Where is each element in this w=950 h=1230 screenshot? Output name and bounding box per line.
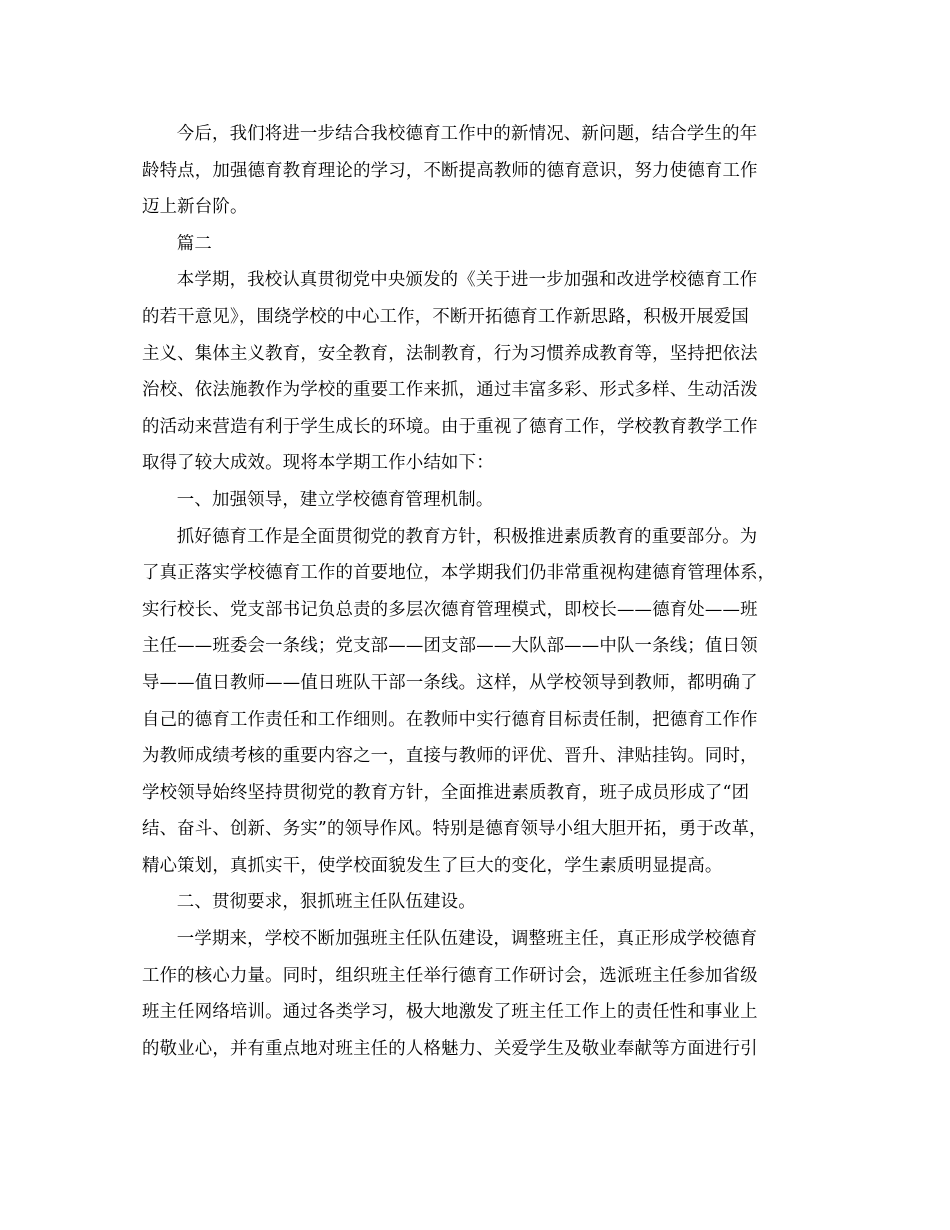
text-line: 了真正落实学校德育工作的首要地位，本学期我们仍非常重视构建德育管理体系， <box>142 563 776 584</box>
text-line: 主任——班委会一条线；党支部——团支部——大队部——中队一条线；值日领 <box>142 636 758 657</box>
text-line: 二、贯彻要求，狠抓班主任队伍建设。 <box>176 892 476 913</box>
paragraph <box>142 519 804 885</box>
text-line: 精心策划，真抓实干，使学校面貌发生了巨大的变化，学生素质明显提高。 <box>142 855 723 876</box>
text-line: 班主任网络培训。通过各类学习，极大地激发了班主任工作上的责任性和事业上 <box>142 1002 758 1023</box>
text-line: 工作的核心力量。同时，组织班主任举行德育工作研讨会，选派班主任参加省级 <box>142 965 758 986</box>
text-line: 今后，我们将进一步结合我校德育工作中的新情况、新问题，结合学生的年 <box>176 124 758 144</box>
text-line: 龄特点，加强德育教育理论的学习，不断提高教师的德育意识，努力使德育工作 <box>142 160 758 181</box>
text-line: 的活动来营造有利于学生成长的环境。由于重视了德育工作，学校教育教学工作 <box>142 416 758 437</box>
section-heading <box>142 482 804 519</box>
section-heading <box>142 226 804 263</box>
text-line: 学校领导始终坚持贯彻党的教育方针，全面推进素质教育，班子成员形成了“团 <box>142 782 750 803</box>
text-line: 实行校长、党支部书记负总责的多层次德育管理模式，即校长——德育处——班 <box>142 599 758 620</box>
document-body <box>142 116 804 1067</box>
text-line: 取得了较大成效。现将本学期工作小结如下： <box>142 453 494 474</box>
text-line: 一、加强领导，建立学校德育管理机制。 <box>176 489 494 510</box>
text-line: 一学期来，学校不断加强班主任队伍建设，调整班主任，真正形成学校德育 <box>176 929 758 950</box>
paragraph <box>142 116 804 226</box>
text-line: 迈上新台阶。 <box>142 197 248 218</box>
text-line: 的敬业心，并有重点地对班主任的人格魅力、关爱学生及敬业奉献等方面进行引 <box>142 1038 758 1059</box>
text-line: 导——值日教师——值日班队干部一条线。这样，从学校领导到教师，都明确了 <box>142 672 758 693</box>
paragraph <box>142 262 804 482</box>
text-line: 篇二 <box>176 233 212 254</box>
text-line: 治校、依法施教作为学校的重要工作来抓，通过丰富多彩、形式多样、生动活泼 <box>142 380 758 401</box>
text-line: 抓好德育工作是全面贯彻党的教育方针，积极推进素质教育的重要部分。为 <box>176 526 758 547</box>
text-line: 主义、集体主义教育，安全教育，法制教育，行为习惯养成教育等，坚持把依法 <box>142 343 758 364</box>
text-line: 本学期，我校认真贯彻党中央颁发的《关于进一步加强和改进学校德育工作 <box>176 270 758 291</box>
text-line: 为教师成绩考核的重要内容之一，直接与教师的评优、晋升、津贴挂钩。同时， <box>142 746 758 767</box>
section-heading <box>142 884 804 921</box>
paragraph <box>142 921 804 1067</box>
text-line: 自己的德育工作责任和工作细则。在教师中实行德育目标责任制，把德育工作作 <box>142 709 758 730</box>
text-line: 的若干意见》，围绕学校的中心工作，不断开拓德育工作新思路，积极开展爱国 <box>142 306 749 327</box>
text-line: 结、奋斗、创新、务实”的领导作风。特别是德育领导小组大胆开拓，勇于改革， <box>142 819 767 840</box>
